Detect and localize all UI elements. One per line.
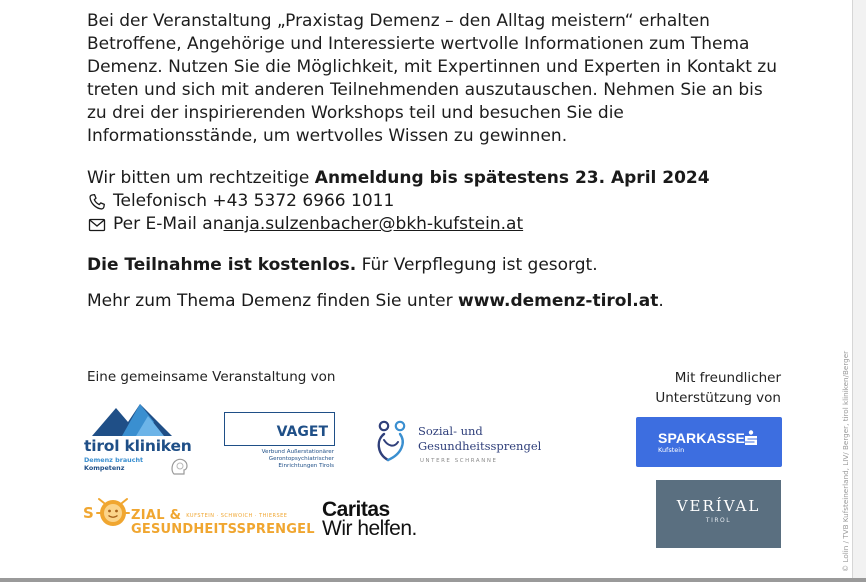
vaget-name: VAGET (276, 424, 328, 440)
sozial-s-letter: S (83, 504, 94, 522)
sozial-line1-text: ZIAL & (131, 508, 182, 523)
sozial-line1 (131, 508, 287, 523)
more-prefix: Mehr zum Thema Demenz finden Sie unter (87, 291, 458, 311)
more-url[interactable]: www.demenz-tirol.at (457, 291, 659, 311)
phone-label: Telefonisch +43 5372 6966 1011 (113, 191, 395, 211)
email-prefix: Per E-Mail an (113, 214, 224, 234)
page-bottom-edge (0, 578, 866, 582)
verival-logo (656, 480, 781, 548)
verival-sub: TIROL (705, 517, 732, 524)
support-label (620, 368, 781, 408)
mountain-icon (92, 402, 172, 438)
mail-icon (87, 216, 107, 234)
tk-tag-braucht: braucht (112, 456, 144, 464)
sozial-kufstein-logo (83, 490, 315, 546)
head-icon (168, 455, 190, 477)
intro-paragraph: Bei der Veranstaltung „Praxistag Demenz – den Alltag meistern“ erhalten Betroffene, Angehörige und Interessierte wertvolle Informationen zum Thema Demenz. Nutzen Sie die Möglichkeit, mit Expertinnen und Experten in Kontakt zu treten und sich mit anderen Teilnehmenden auszutauschen. Nehmen Sie an bis zu drei der inspirierenden Workshops teil und besuchen Sie die Informationsstände, um wertvolles Wissen zu gewinnen. (87, 11, 777, 146)
vaget-box (224, 412, 335, 446)
joint-label: Eine gemeinsame Veranstaltung von (87, 369, 336, 385)
caritas-slogan: Wir helfen. (322, 517, 417, 540)
vaget-sub-3: Einrichtungen Tirols (278, 463, 334, 470)
registration-line (87, 167, 787, 190)
ssp-name (418, 424, 541, 454)
registration-prefix: Wir bitten um rechtzeitige (87, 168, 315, 188)
sozial-line2: GESUNDHEITSSPRENGEL (131, 522, 315, 537)
ssp-subtitle: UNTERE SCHRANNE (420, 458, 498, 464)
sparkasse-name: SPARKASSE (658, 430, 745, 446)
caritas-name: Caritas (322, 498, 390, 521)
tk-tag-demenz: Demenz (84, 456, 113, 464)
sun-face-icon (95, 493, 131, 533)
free-bold: Die Teilnahme ist kostenlos. (87, 255, 357, 275)
page-right-edge (852, 0, 866, 582)
free-participation (87, 254, 598, 277)
phone-icon (87, 193, 107, 211)
sozial-gesundheitssprengel-logo (374, 420, 544, 470)
free-rest: Für Verpflegung ist gesorgt. (356, 255, 598, 275)
support-label-line1: Mit freundlicher (674, 370, 781, 386)
vaget-logo (224, 412, 336, 480)
email-link[interactable]: anja.sulzenbacher@bkh-kufstein.at (223, 214, 524, 234)
vaget-sub-2: Gerontopsychiatrischer (268, 456, 334, 463)
vaget-subtitle (224, 449, 334, 471)
ssp-line1: Sozial- und (418, 424, 483, 438)
photo-credit-text: © Lolin / TVB Kufsteinerland, LIV/ Berger, tirol kliniken/Berger (841, 350, 850, 572)
tirol-kliniken-logo (84, 402, 194, 478)
sparkasse-logo (636, 417, 782, 467)
support-label-line2: Unterstützung von (655, 390, 781, 406)
tirol-kliniken-name: tirol kliniken (84, 437, 192, 455)
registration-block (87, 167, 787, 236)
people-icon (374, 420, 414, 466)
tk-tag-kompetenz: Kompetenz (84, 463, 125, 472)
phone-row (87, 190, 787, 213)
caritas-logo (322, 498, 432, 544)
more-suffix: . (658, 291, 664, 311)
sozial-small: KUFSTEIN · SCHWOICH · THIERSEE (186, 512, 288, 519)
spark-s-icon (744, 430, 758, 446)
vaget-sub-1: Verbund Außerstationärer (261, 449, 334, 455)
tirol-kliniken-tagline (84, 457, 143, 472)
registration-deadline: Anmeldung bis spätestens 23. April 2024 (314, 168, 710, 188)
verival-name: VERÍVAL (676, 497, 761, 515)
sparkasse-sub: Kufstein (658, 446, 685, 454)
email-row (87, 213, 787, 236)
more-info (87, 290, 664, 313)
ssp-line2: Gesundheitssprengel (418, 439, 542, 453)
